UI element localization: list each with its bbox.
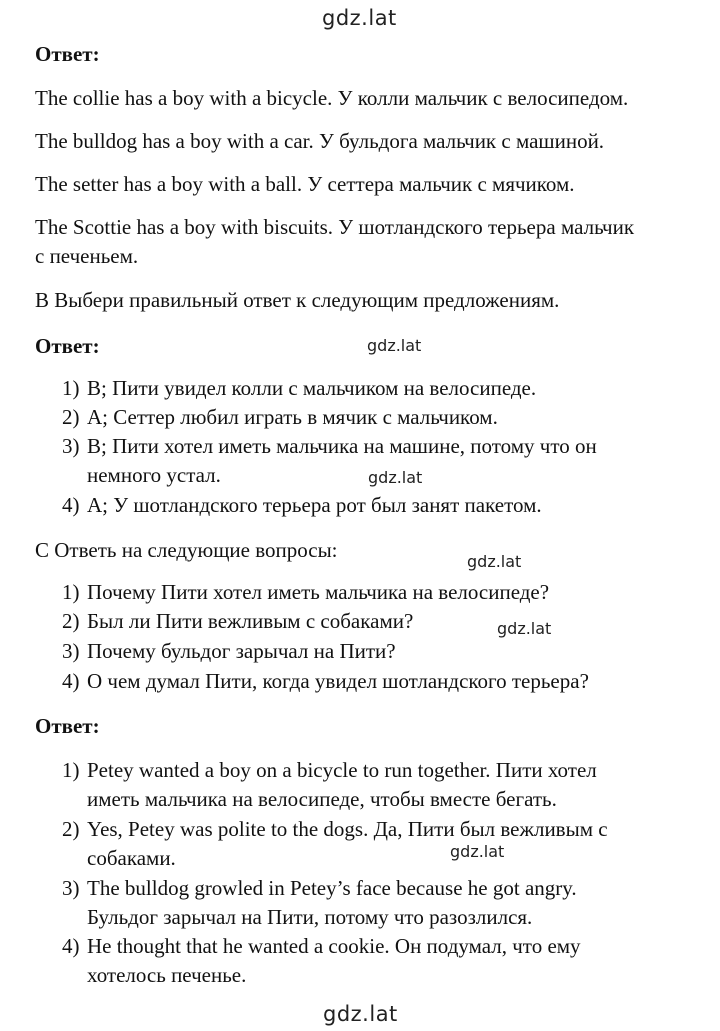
answer-line: The Scottie has a boy with biscuits. У шотландского терьера мальчик <box>35 215 635 239</box>
item-text: немного устал. <box>87 463 221 487</box>
item-text: He thought that he wanted a cookie. Он подумал, что ему <box>87 934 581 958</box>
item-number: 4) <box>62 669 80 693</box>
item-text: B; Пити хотел иметь мальчика на машине, потому что он <box>87 434 597 458</box>
item-text: Был ли Пити вежливым с собаками? <box>87 609 414 633</box>
item-text: Бульдог зарычал на Пити, потому что разозлился. <box>87 905 533 929</box>
answer-label: Ответ: <box>35 714 100 738</box>
answer-label: Ответ: <box>35 334 100 358</box>
answer-line: The setter has a boy with a ball. У сеттера мальчик с мячиком. <box>35 172 575 196</box>
item-number: 1) <box>62 376 80 400</box>
item-text: A; У шотландского терьера рот был занят пакетом. <box>87 493 542 517</box>
answer-line: с печеньем. <box>35 244 139 268</box>
item-text: иметь мальчика на велосипеде, чтобы вместе бегать. <box>87 787 557 811</box>
item-text: Petey wanted a boy on a bicycle to run together. Пити хотел <box>87 758 597 782</box>
watermark: gdz.lat <box>467 552 522 571</box>
section-c-heading: С Ответь на следующие вопросы: <box>35 538 338 562</box>
watermark: gdz.lat <box>450 842 505 861</box>
item-text: хотелось печенье. <box>87 963 247 987</box>
item-number: 4) <box>62 934 80 958</box>
item-number: 3) <box>62 876 80 900</box>
item-number: 3) <box>62 434 80 458</box>
item-text: The bulldog growled in Petey’s face because he got angry. <box>87 876 577 900</box>
answer-label: Ответ: <box>35 42 100 66</box>
item-number: 1) <box>62 580 80 604</box>
item-text: B; Пити увидел колли с мальчиком на велосипеде. <box>87 376 537 400</box>
item-text: Yes, Petey was polite to the dogs. Да, Пити был вежливым с <box>87 817 608 841</box>
section-b-heading: В Выбери правильный ответ к следующим предложениям. <box>35 288 560 312</box>
watermark-bottom: gdz.lat <box>323 1002 398 1026</box>
item-number: 2) <box>62 609 80 633</box>
item-text: Почему Пити хотел иметь мальчика на велосипеде? <box>87 580 550 604</box>
watermark-top: gdz.lat <box>322 6 397 30</box>
watermark: gdz.lat <box>367 336 422 355</box>
watermark: gdz.lat <box>368 468 423 487</box>
item-number: 2) <box>62 817 80 841</box>
item-number: 2) <box>62 405 80 429</box>
item-number: 1) <box>62 758 80 782</box>
item-text: Почему бульдог зарычал на Пити? <box>87 639 396 663</box>
watermark: gdz.lat <box>497 619 552 638</box>
answer-line: The collie has a boy with a bicycle. У колли мальчик с велосипедом. <box>35 86 629 110</box>
item-text: A; Сеттер любил играть в мячик с мальчиком. <box>87 405 498 429</box>
item-number: 4) <box>62 493 80 517</box>
item-number: 3) <box>62 639 80 663</box>
item-text: собаками. <box>87 846 176 870</box>
item-text: О чем думал Пити, когда увидел шотландского терьера? <box>87 669 589 693</box>
answer-line: The bulldog has a boy with a car. У бульдога мальчик с машиной. <box>35 129 605 153</box>
